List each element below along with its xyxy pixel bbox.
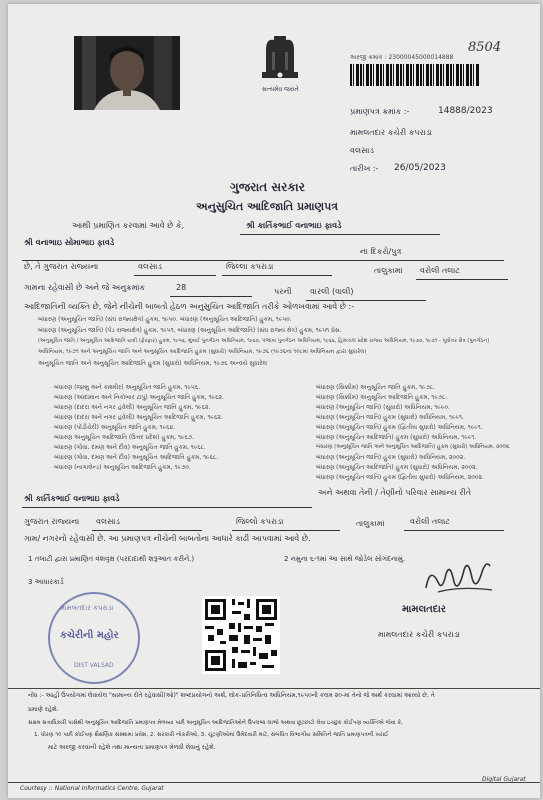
seal-center-text: કચેરીની મહોર <box>60 630 119 641</box>
order-left-9: બંધારણ (નાગાલેન્ડ) અનુસૂચિત આદિજાતિ હુકમ, ૧૯૭૦. <box>54 464 191 471</box>
footer-note-2: પ્રમાણે રહેશે. <box>28 706 59 713</box>
date-value: 26/05/2023 <box>394 163 446 173</box>
order-right-10: બંધારણ (અનુસૂચિત જાતિ) હુકમ (દ્વિતીય સુધારો) અધિનિયમ, ૨૦૦૨. <box>316 474 484 481</box>
order-top-5: અનુસૂચિત જાતિ અને અનુસૂચિત આદિજાતિ હુકમ (સુધારો) અધિનિયમ, ૧૯૭૬ અન્વયે સુધારેલ <box>38 360 268 367</box>
national-emblem-icon <box>258 34 302 84</box>
signature-scribble <box>420 552 500 598</box>
order-left-8: બંધારણ (ગોવા, દમણ અને દીવ) અનુસૂચિત આદિજાતિ હુકમ, ૧૯૬૮. <box>54 454 219 461</box>
office-seal <box>48 592 140 684</box>
courtesy-text: Courtesy :: National Informatics Centre, Gujarat <box>20 785 164 792</box>
order-left-3: બંધારણ (દાદરા અને નગર હવેલી) અનુસૂચિત જાતિ હુકમ, ૧૯૬૨. <box>54 404 211 411</box>
family-underline <box>22 507 312 508</box>
order-right-8: બંધારણ (અનુસૂચિત જાતિ) હુકમ (સુધારો) અધિનિયમ, ૨૦૦૨. <box>316 454 466 461</box>
order-right-9: બંધારણ (અનુસૂચિત આદિજાતિ) હુકમ (સુધારો) અધિનિયમ, ૨૦૦૨. <box>316 464 478 471</box>
gov-title: ગુજરાત સરકાર <box>230 180 305 194</box>
order-left-6: બંધારણ અનુસૂચિત આદિજાતિ (ઉત્તર પ્રદેશ) હુકમ, ૧૯૬૭. <box>54 434 194 441</box>
certificate-sheet <box>8 4 540 798</box>
order-left-1: બંધારણ (જમ્મુ અને કાશ્મીર) અનુસૂચિત જાતિ હુકમ, ૧૯૫૬. <box>54 384 201 391</box>
beneficiary-underline <box>240 234 440 235</box>
order-left-2: બંધારણ (આંદામાન અને નિકોબાર ટાપુ) અનુસૂચિત જાતિ હુકમ, ૧૯૬૨. <box>54 394 224 401</box>
beneficiary-name: શ્રી કાર્તિકભાઈ વનાભાઇ ફાવડે <box>246 221 342 230</box>
order-top-2: બંધારણ (અનુસૂચિત જાતિ) (પેંડ રાજ્યક્ષેત્ર) હુકમ, ૧૯૫૧, બંધારણ (અનુસૂચિત આદિજાતિ) (સંઘ રાજ્ય ક્ષેત્ર) હુકમ, ૧૯૫૧ પ્રેસ. <box>38 327 342 334</box>
father-name: શ્રી વનાભાઇ સોમાભાઇ ફાવડે <box>24 238 115 247</box>
handwritten-number: 8504 <box>468 40 502 55</box>
order-left-7: બંધારણ (ગોવા, દમણ અને દીવ) અનુસૂચિત જાતિ હુકમ, ૧૯૬૮. <box>54 444 206 451</box>
serial-value: 28 <box>176 283 187 292</box>
certify-intro: આથી પ્રમાણિત કરવામાં આવે છે કે, <box>72 221 185 230</box>
serial-underline <box>170 296 252 297</box>
footer-purpose: સક્ષમ સત્તાધિકારી પાસેથી અનુસૂચિત આદિજાતિ પ્રમાણપત્ર મેળવ્યા પછી અનુસૂચિત આદિજાતિઓને ઉપલબ્ધ લાભો અથવા છૂટછાટો લેવા ઇચ્છુક કોઈપણ વ્યક્તિએ જેવા કે, <box>28 720 403 726</box>
seal-bottom-text: DIST VALSAD <box>74 662 114 669</box>
emblem-caption: સત્યમેવ જયતે <box>262 86 299 93</box>
barcode <box>350 64 480 86</box>
footer-purpose-end: માટે અરજી કરવાની રહેશે તથા માન્યતા પ્રમાણપત્ર મેળવી લેવાનું રહેશે. <box>48 744 216 751</box>
district2-label: જિલ્લો કપરાડા <box>236 517 284 526</box>
digital-gujarat-text: Digital Gujarat <box>482 776 526 783</box>
state2-label: ગુજરાત રાજ્યના <box>24 517 80 526</box>
residence-label: ગામના રહેવાસી છે અને જે અનુક્રમાંક <box>24 283 146 292</box>
basis-item-2: 2 નમુના ૬-૧માં આ સાથે જોડેલ સોગંદનામું. <box>284 555 406 563</box>
footer-note: નોંધ :- આહીં ઉપયોગમાં લેવાયેલ "સામાન્ય રીતે રહેવાસી(ઓ)" શબ્દપ્રયોગનો અર્થ, લોક-પ્રતિનિધિત્વ અધિનિયમ,૧૯૫૦ની કલમ ૨૦-માં તેનો જે અર્થ કરવામાં આવ્યો છે, તે <box>28 692 435 699</box>
district2-value: વલસાડ <box>96 517 120 526</box>
district-label-underline <box>222 275 332 276</box>
office-name: મામલતદાર કચેરી કપરાડા <box>350 128 433 137</box>
tribe-value: વારલી (વાલી) <box>310 287 354 296</box>
seal-top-text: મામલતદાર કપરાડા <box>60 604 114 612</box>
district-value: વલસાડ <box>138 262 162 271</box>
village-value: વરોલી તલાટ <box>420 266 460 275</box>
village-underline <box>416 279 508 280</box>
date-label: તારીખ :- <box>350 164 379 173</box>
order-right-4: બંધારણ (અનુસૂચિત જાતિ) હુકમ (સુધારો) અધિનિયમ, ૧૯૯૧. <box>316 414 464 421</box>
taluka-label: તાલુકામાં <box>374 266 403 275</box>
order-right-1: બંધારણ (સિક્કીમ) અનુસૂચિત જાતિ હુકમ, ૧૯૭૮. <box>316 384 435 391</box>
resides-text: ગામ/ નગરનો રહેવાસી છે. આ પ્રમાણપત્ર નીચેની બાબતોના આધારે કાઢી આપવામાં આવે છે. <box>24 534 311 543</box>
district-underline <box>134 275 216 276</box>
order-left-5: બંધારણ (પોંડીચેરી) અનુસૂચિત જાતિ હુકમ, ૧૯૬૪. <box>54 424 176 431</box>
courtesy-divider <box>8 782 540 783</box>
order-left-4: બંધારણ (દાદરા અને નગર હવેલી) અનુસૂચિત આદિજાતિ હુકમ, ૧૯૬૨. <box>54 414 223 421</box>
order-top-3: (અનુસૂચિત જાતિ / અનુસૂચિત આદિજાતિ યાદી (ફેરફાર) હુકમ, ૧૯૫૬, મુંબઈ પુનર્ગઠન અધિનિયમ, ૧૯૬૦, પંજાબ પુનર્ગઠન અધિનિયમ, ૧૯૬૬, હિમાચલ પ્રદેશ રાજ્ય અધિનિયમ, ૧૯૭૦, ૧૯૭૧ - પૂર્વોત્તર ક્ષેત્ર (પુનર્ગઠન) <box>38 338 490 344</box>
order-top-1: બંધારણ (અનુસૂચિત જાતિ) (સંઘ રાજ્યક્ષેત્ર) હુકમ, ૧૯૫૦. બંધારણ (અનુસૂચિત આદિજાતિ) હુકમ, ૧૯૫૦. <box>38 316 292 323</box>
doc-title: અનુસુચિત આદિજાતિ પ્રમાણપત્ર <box>196 200 339 213</box>
signatory-title: મામલતદાર <box>402 604 446 615</box>
order-right-7: બંધારણ (અનુસૂચિત જાતિ અને અનુસૂચિત આદિજાતિ) હુકમ (સુધારો) અધિનિયમ, ૨૦૦૨. <box>316 444 511 450</box>
order-top-4: અધિનિયમ, ૧૯૭૧ અને અનુસૂચિત જાતિ અને અનુસૂચિત આદિજાતિ હુકમ (સુધારો) અધિનિયમ, ૧૯૭૬ (૧૯૭૬ના ૧૦૮માં અધિનિયમ દ્વારા સુધારેલ) <box>38 349 367 355</box>
district2-label-underline <box>232 530 340 531</box>
village2-value: વરોલી તલાટ <box>410 517 450 526</box>
father-underline <box>22 260 504 261</box>
tribe-underline <box>306 300 426 301</box>
cert-no-value: 14888/2023 <box>438 106 493 116</box>
order-right-5: બંધારણ (અનુસૂચિત જાતિ) હુકમ (દ્વિતીય સુધારો) અધિનિયમ, ૧૯૯૧. <box>316 424 483 431</box>
applicant-photo <box>74 36 180 110</box>
relation: ના દિકરો/પુત્ર <box>360 247 402 256</box>
district-name: વલસાડ <box>350 146 374 155</box>
taluka2-label: તાલુકામાં <box>356 519 385 528</box>
qr-code <box>202 596 280 674</box>
district-label: જિલ્લા કપરાડા <box>226 262 274 271</box>
family-name: શ્રી કાર્તિકભાઈ વનાભાઇ ફાવડે <box>24 494 120 503</box>
footer-purpose-items: 1. ધોરણ ૧૦ પછી કોઈપણ શૈક્ષણિક સંસ્થામાં પ્રવેશ, 2. સરકારી નોકરીઓ, 3. ચૂંટણીઓમાં ઉમેદવારી માટે, સંબંધિત વિભાગીય સમિતિને જાતિ પ્રમાણપત્રની ખરાઈ <box>34 732 389 738</box>
order-right-3: બંધારણ (અનુસૂચિત જાતિ) (સુધારો) અધિનિયમ, ૧૯૯૦. <box>316 404 450 411</box>
village2-underline <box>404 530 504 531</box>
serial-after: પરની <box>274 287 292 296</box>
basis-item-1: 1 તલાટી દ્વારા પ્રમાણિત વંશવૃક્ષ (પરદાદાથી શરૂઆત કરીને.) <box>28 555 195 563</box>
cert-no-label: પ્રમાણપત્ર ક્રમાંક :- <box>350 107 410 116</box>
order-right-6: બંધારણ (અનુસૂચિત આદિજાતિ) હુકમ (સુધારો) અધિનિયમ, ૧૯૯૧. <box>316 434 477 441</box>
basis-item-3: 3 આધારકાર્ડ <box>28 578 64 586</box>
signatory-office: મામલતદાર કચેરી કપરાડા <box>378 630 461 639</box>
family-text: અને અથવા તેની / તેણીનો પરિવાર સામાન્ય રીતે <box>318 488 472 497</box>
recognised-text: આદિજાતિની વ્યક્તિ છે, જેને નીચેની બાબતો હેઠળ અનુસુચિત આદિજાતિ તરીકે ઓળખવામાં આવે છે :- <box>24 302 355 311</box>
state-label: છે, તે ગુજરાત રાજ્યના <box>24 262 99 271</box>
application-number: અરજી ક્રમાંક : 23000045000014888 <box>350 54 454 61</box>
district2-underline <box>92 530 202 531</box>
footer-divider <box>8 688 540 689</box>
order-right-2: બંધારણ (સિક્કીમ) અનુસૂચિત આદિજાતિ હુકમ, ૧૯૭૮. <box>316 394 448 401</box>
